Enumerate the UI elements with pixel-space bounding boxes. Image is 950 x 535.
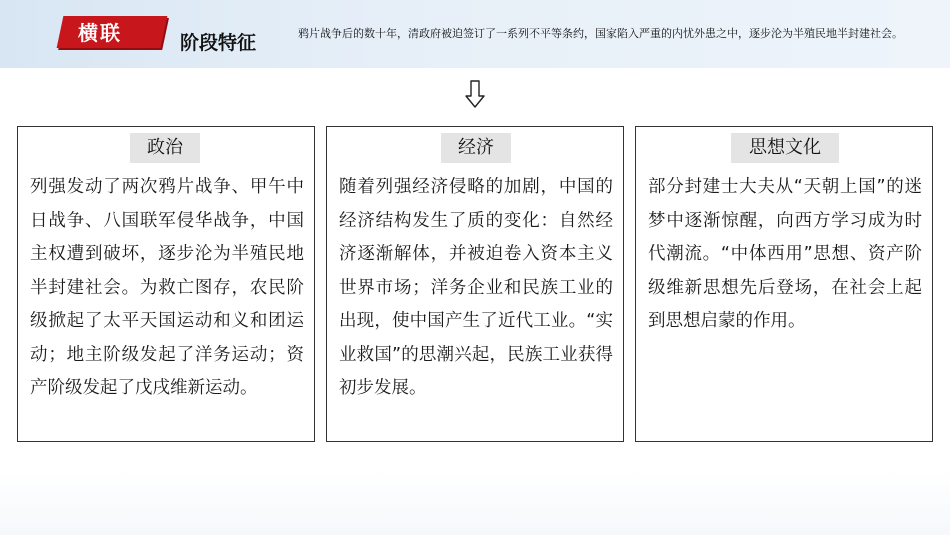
intro-text: 鸦片战争后的数十年，清政府被迫签订了一系列不平等条约，国家陷入严重的内忧外患之中，逐步沦为半殖民地半封建社会。 bbox=[298, 27, 903, 40]
panel-economy bbox=[326, 126, 624, 442]
panel-body-economy: 随着列强经济侵略的加剧，中国的经济结构发生了质的变化：自然经济逐渐解体，并被迫卷入资本主义世界市场；洋务企业和民族工业的出现，使中国产生了近代工业。“实业救国”的思潮兴起，民族工业获得初步发展。 bbox=[339, 177, 613, 398]
panel-body-culture: 部分封建士大夫从“天朝上国”的迷梦中逐渐惊醒，向西方学习成为时代潮流。“中体西用”思想、资产阶级维新思想先后登场，在社会上起到思想启蒙的作用。 bbox=[648, 177, 922, 331]
panel-body-politics: 列强发动了两次鸦片战争、甲午中日战争、八国联军侵华战争，中国主权遭到破坏，逐步沦为半殖民地半封建社会。为救亡图存，农民阶级掀起了太平天国运动和义和团运动；地主阶级发起了洋务运动；资产阶级发起了戊戌维新运动。 bbox=[30, 177, 304, 398]
section-tag: 横联 bbox=[78, 21, 122, 45]
panel-politics bbox=[17, 126, 315, 442]
bottom-shade bbox=[0, 470, 950, 535]
section-subtitle: 阶段特征 bbox=[180, 32, 257, 54]
panel-title-politics: 政治 bbox=[130, 133, 200, 163]
panel-title-culture: 思想文化 bbox=[731, 133, 839, 163]
panel-title-economy: 经济 bbox=[441, 133, 511, 163]
panel-culture bbox=[635, 126, 933, 442]
down-arrow-icon bbox=[464, 80, 486, 108]
